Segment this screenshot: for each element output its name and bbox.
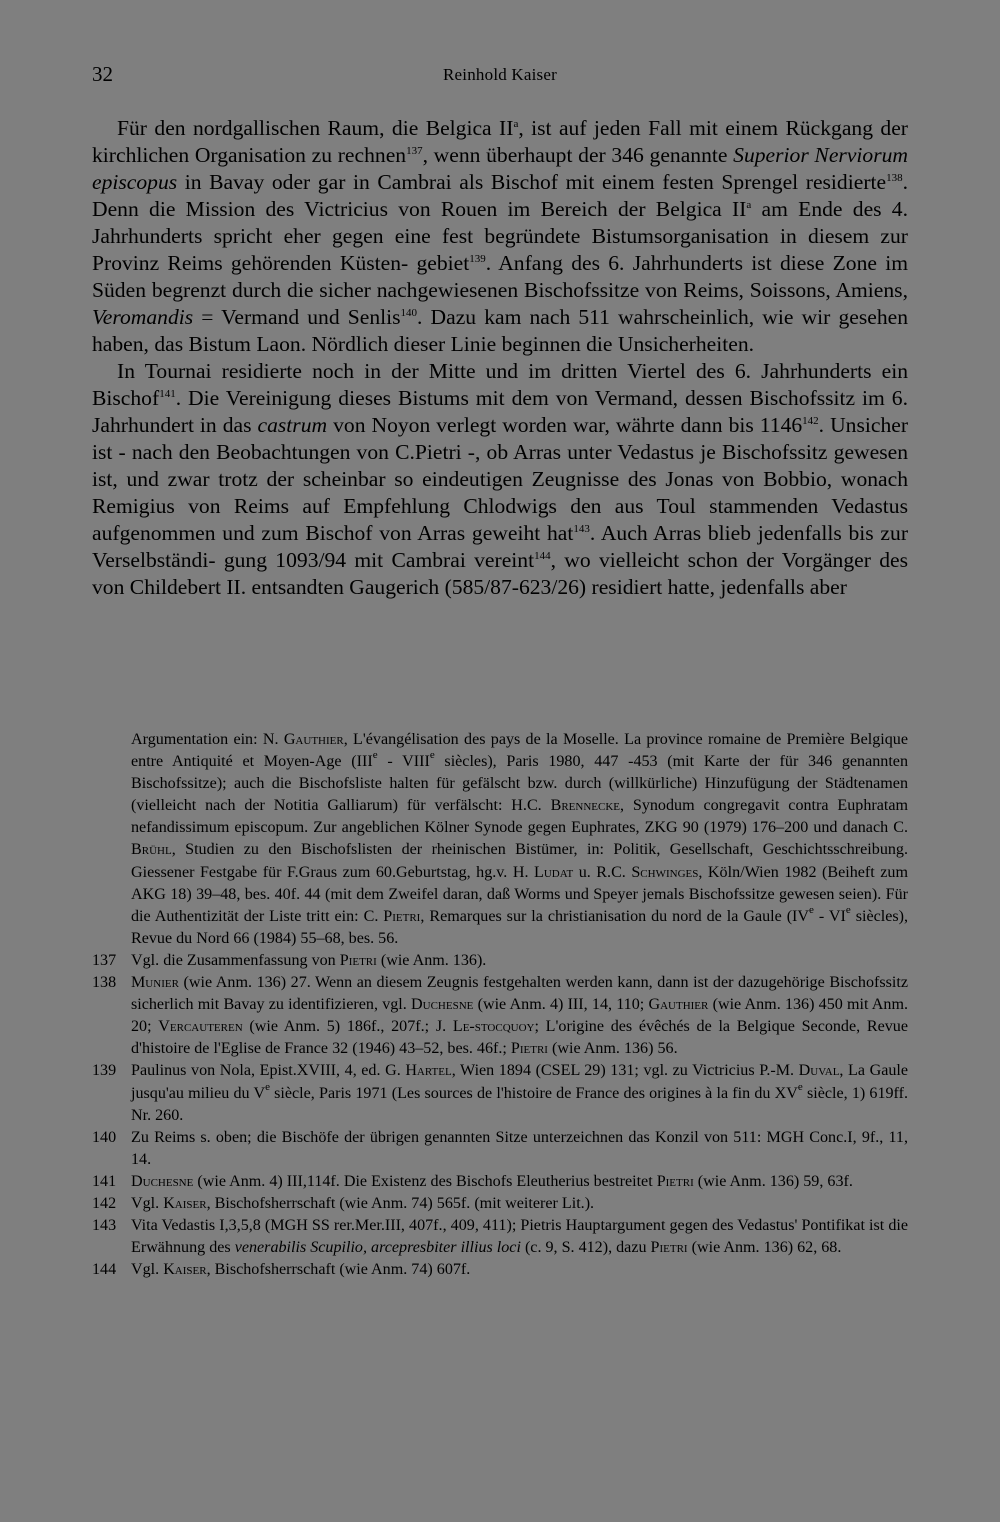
footnote-140 (92, 1127, 908, 1171)
footnote-ref-139[interactable]: 139 (469, 253, 486, 265)
footnote-text: Munier (wie Anm. 136) 27. Wenn an diesem Zeugnis festgehalten werden kann, dann ist der dazugehörige Bischofssitz sicherlich mit Bavay zu identifizieren, vgl. Duchesne (wie Anm. 4) III, 14, 110; Gauthier (wie Anm. 136) 450 mit Anm. 20; Vercauteren (wie Anm. 5) 186f., 207f.; J. Le-stocquoy; L'origine des évêchés de la Belgique Seconde, Revue d'histoire de l'Eglise de France 32 (1946) 43–52, bes. 46f.; Pietri (wie Anm. 136) 56. (131, 974, 909, 1058)
footnote-139 (92, 1060, 908, 1126)
footnote-ref-141[interactable]: 141 (159, 388, 176, 400)
main-text (92, 115, 908, 601)
footnote-text: Paulinus von Nola, Epist.XVIII, 4, ed. G. Hartel, Wien 1894 (CSEL 29) 131; vgl. zu Victricius P.-M. Duval, La Gaule jusqu'au milieu du Ve siècle, Paris 1971 (Les sources de l'histoire de France des origines à la fin du XVe siècle, 1) 619ff. Nr. 260. (131, 1062, 909, 1124)
footnote-number: 137 (92, 951, 117, 969)
footnote-number: 143 (92, 1217, 117, 1235)
footnote-143 (92, 1215, 908, 1259)
body-paragraph-1: Für den nordgallischen Raum, die Belgica $II^a$, ist auf jeden Fall mit einem Rückgang der kirchlichen Organisation zu rechnen$^{137}$, wenn überhaupt der 346 genannte Superior Nerviorum episcopus in Bavay oder gar in Cambrai als Bischof mit einem festen Sprengel residierte$^{138}$. Denn die Mission des Victricius von Rouen im Bereich der Belgica $II^a$ am Ende des 4. Jahrhunderts spricht eher gegen eine fest begründete Bistumsorganisation in diesem zur Provinz Reims gehörenden Küsten- gebiet$^{139}$. Anfang des 6. Jahrhunderts ist diese Zone im Süden begrenzt durch die sicher nachgewiesenen Bischofssitze von Reims, Soissons, Amiens, Veromandis = Vermand und Senlis$^{140}$. Dazu kam nach 511 wahrscheinlich, wie wir gesehen haben, das Bistum Laon. Nördlich dieser Linie beginnen die Unsicherheiten. (92, 116, 909, 356)
footnote-text: Vgl. die Zusammenfassung von Pietri (wie Anm. 136). (131, 951, 487, 969)
footnote-text: Vita Vedastis I,3,5,8 (MGH SS rer.Mer.III, 407f., 409, 411); Pietris Hauptargument gegen des Vedastus' Pontifikat ist die Erwähnung des venerabilis Scupilio, arcepresbiter illius loci (c. 9, S. 412), dazu Pietri (wie Anm. 136) 62, 68. (131, 1217, 908, 1257)
footnote-number: 144 (92, 1261, 117, 1279)
footnote-ref-137[interactable]: 137 (406, 145, 423, 157)
footnote-ref-140[interactable]: 140 (400, 307, 418, 319)
footnote-number: 138 (92, 974, 117, 992)
footnotes (92, 729, 908, 1281)
page-number: 32 (92, 62, 113, 86)
footnote-number: 142 (92, 1194, 117, 1212)
superscript: a (513, 118, 519, 130)
footnote-text: Vgl. Kaiser, Bischofsherrschaft (wie Anm. 74) 565f. (mit weiterer Lit.). (131, 1194, 595, 1212)
footnote-ref-144[interactable]: 144 (534, 550, 551, 562)
footnote-ref-142[interactable]: 142 (802, 415, 819, 427)
footnote-144 (92, 1259, 908, 1281)
footnote-text: Zu Reims s. oben; die Bischöfe der übrigen genannten Sitze unterzeichnen das Konzil von 511: MGH Conc.I, 9f., 11, 14. (131, 1128, 908, 1168)
footnote-ref-143[interactable]: 143 (573, 523, 590, 535)
footnote-continuation: Argumentation ein: N. Gauthier, L'évangélisation des pays de la Moselle. La province romaine de Première Belgique entre Antiquité et Moyen-Age (IIIe - VIIIe siècles), Paris 1980, 447 -453 (mit Karte der für 346 genannten Bischofssitze); auch die Bischofsliste halten für gefälscht bzw. durch (willkürliche) Hinzufügung der Städtenamen (vielleicht nach der Notitia Galliarum) für verfälscht: H.C. Brennecke, Synodum congregavit contra Euphratam nefandissimum episcopum. Zur angeblichen Kölner Synode gegen Euphrates, ZKG 90 (1979) 176–200 und danach C. Brühl, Studien zu den Bischofslisten der rheinischen Bistümer, in: Politik, Gesellschaft, Geschichtsschreibung. Giessener Festgabe für F.Graus zum 60.Geburtstag, hg.v. H. Ludat u. R.C. Schwinges, Köln/Wien 1982 (Beiheft zum AKG 18) 39–48, bes. 40f. 44 (mit dem Zweifel daran, daß Worms und Speyer jemals Bischofssitze gewesen seien). Für die Authentizität der Liste tritt ein: C. Pietri, Remarques sur la christianisation du nord de la Gaule (IVe - VIe siècles), Revue du Nord 66 (1984) 55–68, bes. 56. (131, 731, 908, 947)
superscript: a (746, 199, 752, 211)
footnote-ref-138[interactable]: 138 (886, 172, 903, 184)
footnote-text: Vgl. Kaiser, Bischofsherrschaft (wie Anm. 74) 607f. (131, 1261, 471, 1279)
body-paragraph-2: In Tournai residierte noch in der Mitte und im dritten Viertel des 6. Jahrhunderts ein Bischof$^{141}$. Die Vereinigung dieses Bistums mit dem von Vermand, dessen Bischofssitz im 6. Jahrhundert in das castrum von Noyon verlegt worden war, währte dann bis 1146$^{142}$. Unsicher ist - nach den Beobachtungen von C.Pietri -, ob Arras unter Vedastus je Bischofssitz gewesen ist, und zwar trotz der scheinbar so eindeutigen Zeugnisse des Jonas von Bobbio, wonach Remigius von Reims auf Empfehlung Chlodwigs den aus Toul stammenden Vedastus aufgenommen und zum Bischof von Arras geweiht hat$^{143}$. Auch Arras blieb jedenfalls bis zur Verselbständi- gung 1093/94 mit Cambrai vereint$^{144}$, wo vielleicht schon der Vorgänger des von Childebert II. entsandten Gaugerich (585/87-623/26) residiert hatte, jedenfalls aber (92, 359, 909, 599)
footnote-141 (92, 1171, 908, 1193)
footnote-number: 141 (92, 1172, 117, 1190)
page-header (92, 62, 908, 90)
footnote-number: 140 (92, 1128, 117, 1146)
footnote-138 (92, 972, 908, 1060)
footnote-number: 139 (92, 1062, 117, 1080)
footnote-137 (92, 950, 908, 972)
running-head: Reinhold Kaiser (443, 65, 557, 84)
footnote-text: Duchesne (wie Anm. 4) III,114f. Die Existenz des Bischofs Eleutherius bestreitet Pietri (wie Anm. 136) 59, 63f. (131, 1172, 853, 1190)
footnote-142 (92, 1193, 908, 1215)
